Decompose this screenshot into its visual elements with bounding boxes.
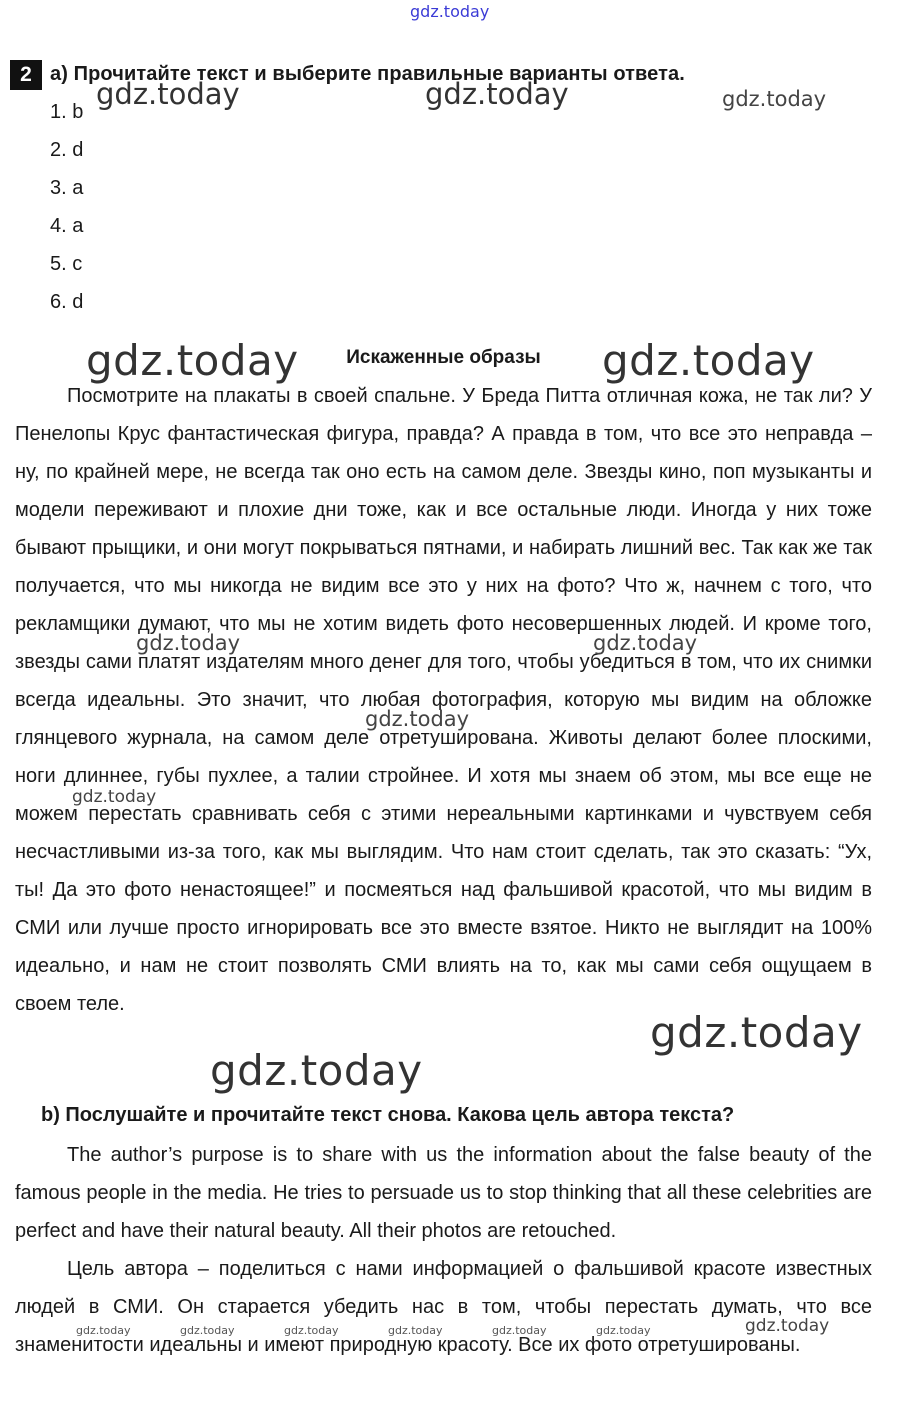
- watermark: gdz.today: [365, 707, 470, 731]
- answer-list: [50, 96, 83, 324]
- part-a-heading: a) Прочитайте текст и выберите правильные варианты ответа.: [50, 63, 685, 85]
- watermark: gdz.today: [596, 1324, 651, 1337]
- article-title: Искаженные образы: [346, 347, 541, 368]
- watermark: gdz.today: [492, 1324, 547, 1337]
- answer-item: 4. a: [50, 215, 84, 237]
- watermark: gdz.today: [284, 1324, 339, 1337]
- answer-item: 1. b: [50, 101, 84, 123]
- answer-english: The author’s purpose is to share with us the information about the false beauty of the famous people in the media. He tries to persuade us to stop thinking that all these celebrities are perfect and have their natural beauty. All their photos are retouched.: [15, 1144, 872, 1242]
- watermark: gdz.today: [425, 77, 569, 111]
- answer-item: 2. d: [50, 139, 84, 161]
- task-number-badge: 2: [10, 60, 42, 90]
- part-b-heading: b) Послушайте и прочитайте текст снова. Какова цель автора текста?: [41, 1104, 735, 1126]
- article-text: Посмотрите на плакаты в своей спальне. У Бреда Питта отличная кожа, не так ли? У Пенелопы Крус фантастическая фигура, правда? А правда в том, что все это неправда – ну, по крайней мере, не всегда так оно есть на самом деле. Звезды кино, поп музыканты и модели переживают и плохие дни тоже, как и все остальные люди. Иногда у них тоже бывают прыщики, и они могут покрываться пятнами, и набирать лишний вес. Так как же так получается, что мы никогда не видим все это у них на фото? Что ж, начнем с того, что рекламщики думают, что мы не хотим видеть фото несовершенных людей. И кроме того, звезды сами платят издателям много денег для того, чтобы убедиться в том, что их снимки всегда идеальны. Это значит, что любая фотография, которую мы видим на обложке глянцевого журнала, на самом деле отретуширована. Животы делают более плоскими, ноги длиннее, губы пухлее, а талии стройнее. И хотя мы знаем об этом, мы все еще не можем перестать сравнивать себя с этими нереальными картинками и чувствуем себя несчастливыми из-за того, как мы выглядим. Что нам стоит сделать, так это сказать: “Ух, ты! Да это фото ненастоящее!” и посмеяться над фальшивой красотой, что мы видим в СМИ или лучше просто игнорировать все это вместе взятое. Никто не выглядит на 100% идеально, и нам не стоит позволять СМИ влиять на то, как мы сами себя ощущаем в своем теле.: [15, 385, 872, 1015]
- answer-item: 5. c: [50, 253, 83, 275]
- watermark: gdz.today: [76, 1324, 131, 1337]
- watermark: gdz.today: [593, 631, 698, 655]
- watermark: gdz.today: [722, 87, 827, 111]
- watermark-top: gdz.today: [410, 2, 490, 21]
- watermark: gdz.today: [602, 336, 815, 385]
- watermark: gdz.today: [210, 1046, 423, 1095]
- watermark: gdz.today: [180, 1324, 235, 1337]
- watermark: gdz.today: [745, 1316, 830, 1336]
- answer-item: 6. d: [50, 291, 84, 313]
- watermark: gdz.today: [86, 336, 299, 385]
- answer-item: 3. a: [50, 177, 84, 199]
- watermark: gdz.today: [96, 77, 240, 111]
- watermark: gdz.today: [136, 631, 241, 655]
- watermark: gdz.today: [388, 1324, 443, 1337]
- watermark: gdz.today: [72, 787, 157, 807]
- answer-russian: Цель автора – поделиться с нами информацией о фальшивой красоте известных людей в СМИ. Он старается убедить нас в том, чтобы перестать думать, что все знаменитости идеальны и имеют природную красоту. Все их фото отретушированы.: [15, 1258, 872, 1356]
- watermark: gdz.today: [650, 1008, 863, 1057]
